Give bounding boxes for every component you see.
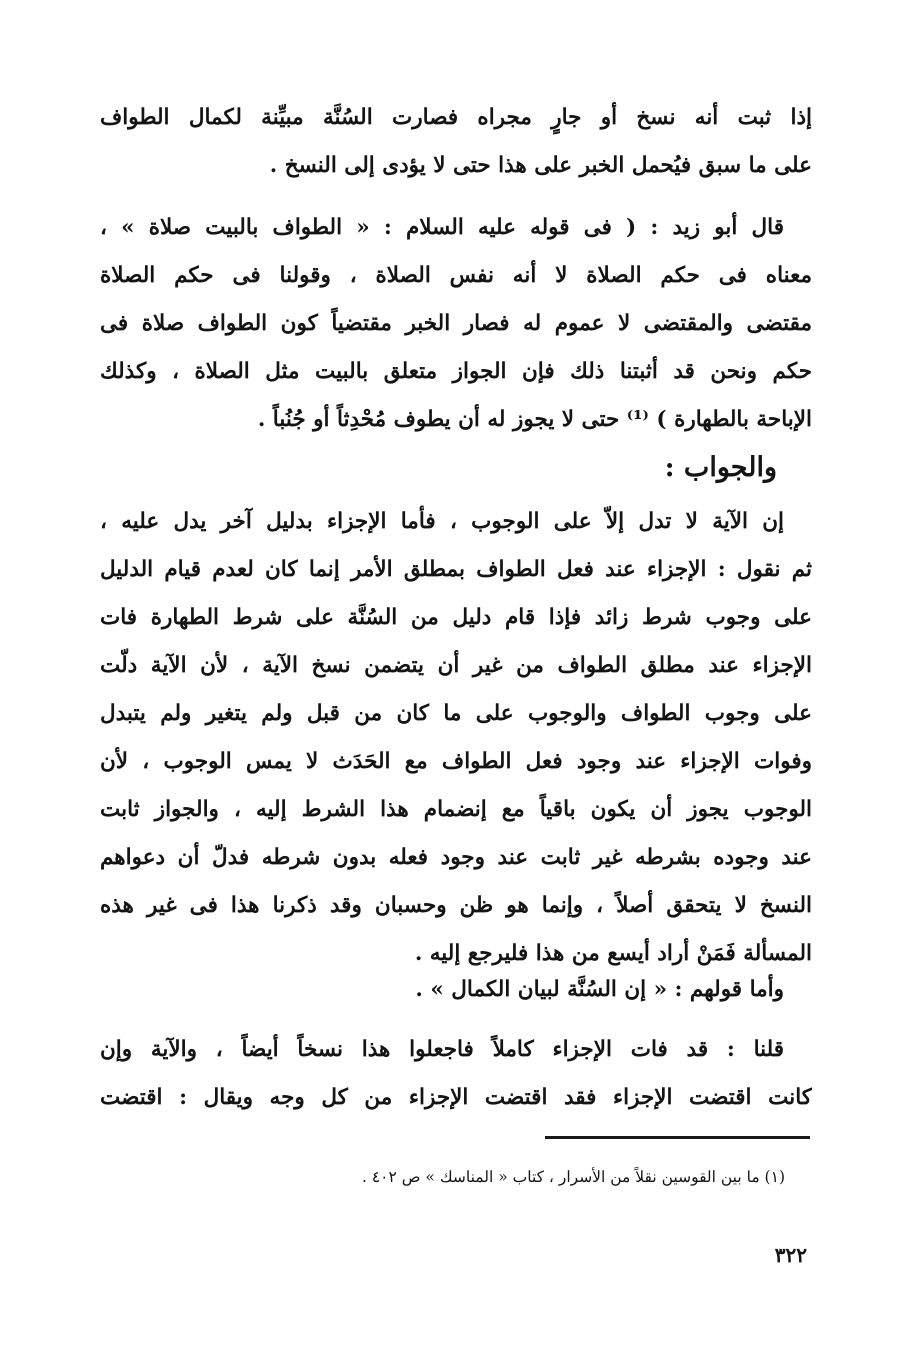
text-line: الإجزاء عند مطلق الطواف من غير أن يتضمن نسخ الآية ، لأن الآية دلّت — [100, 653, 812, 678]
page-number: ٣٢٢ — [774, 1243, 807, 1267]
text-line: إن الآية لا تدل إلاّ على الوجوب ، فأما الإجزاء بدليل آخر يدل عليه ، — [100, 509, 784, 534]
text-line: النسخ لا يتحقق أصلاً ، وإنما هو ظن وحسبان وقد ذكرنا هذا فى غير هذه — [100, 893, 812, 918]
footnote: (١) ما بين القوسين نقلاً من الأسرار ، كتاب « المناسك » ص ٤٠٢ . — [362, 1168, 785, 1186]
paragraph-3 — [100, 498, 812, 978]
text-line: على وجوب شرط زائد فإذا قام دليل من السُنَّة على شرط الطهارة فات — [100, 605, 812, 630]
paragraph-2 — [100, 204, 812, 444]
text-line: عند وجوده بشرطه غير ثابت عند وجود فعله بدون شرطه فدلّ أن دعواهم — [100, 845, 812, 870]
text-line: معناه فى حكم الصلاة لا أنه نفس الصلاة ، وقولنا فى حكم الصلاة — [100, 263, 812, 288]
text-line: المسألة فَمَنْ أراد أيسع من هذا فليرجع إليه . — [414, 941, 812, 966]
paragraph-4 — [100, 966, 812, 1014]
text-line: قلنا : قد فات الإجزاء كاملاً فاجعلوا هذا نسخاً أيضاً ، والآية وإن — [100, 1037, 784, 1062]
text-line: كانت اقتضت الإجزاء فقد اقتضت الإجزاء من كل وجه ويقال : اقتضت — [100, 1085, 812, 1110]
footnote-separator — [545, 1136, 810, 1139]
text-line: ثم نقول : الإجزاء عند فعل الطواف بمطلق الأمر إنما كان لعدم قيام الدليل — [100, 557, 812, 582]
text-line: على ما سبق فيُحمل الخبر على هذا حتى لا يؤدى إلى النسخ . — [269, 153, 812, 178]
paragraph-1 — [100, 94, 812, 190]
text-line: وأما قولهم : « إن السُنَّة لبيان الكمال » . — [415, 977, 784, 1002]
paragraph-5 — [100, 1026, 812, 1122]
text-line: الوجوب يجوز أن يكون باقياً مع إنضمام هذا الشرط إليه ، والجواز ثابت — [100, 797, 812, 822]
text-line: حكم ونحن قد أثبتنا ذلك فإن الجواز متعلق بالبيت مثل الصلاة ، وكذلك — [100, 359, 812, 384]
text-line: وفوات الإجزاء عند وجود فعل الطواف مع الحَدَث لا يمس الوجوب ، لأن — [100, 749, 812, 774]
section-heading: والجواب : — [664, 452, 777, 483]
text-line: إذا ثبت أنه نسخ أو جارٍ مجراه فصارت السُنَّة مبيِّنة لكمال الطواف — [100, 105, 812, 130]
text-line: قال أبو زيد : ( فى قوله عليه السلام : « الطواف بالبيت صلاة » ، — [100, 215, 784, 240]
text-line: مقتضى والمقتضى لا عموم له فصار الخبر مقتضياً كون الطواف صلاة فى — [100, 311, 812, 336]
text-line: على وجوب الطواف والوجوب على ما كان من قبل ولم يتغير ولم يتبدل — [100, 701, 812, 726]
text-line: الإباحة بالطهارة ) ⁽¹⁾ حتى لا يجوز له أن يطوف مُحْدِثاً أو جُنُباً . — [257, 407, 812, 432]
